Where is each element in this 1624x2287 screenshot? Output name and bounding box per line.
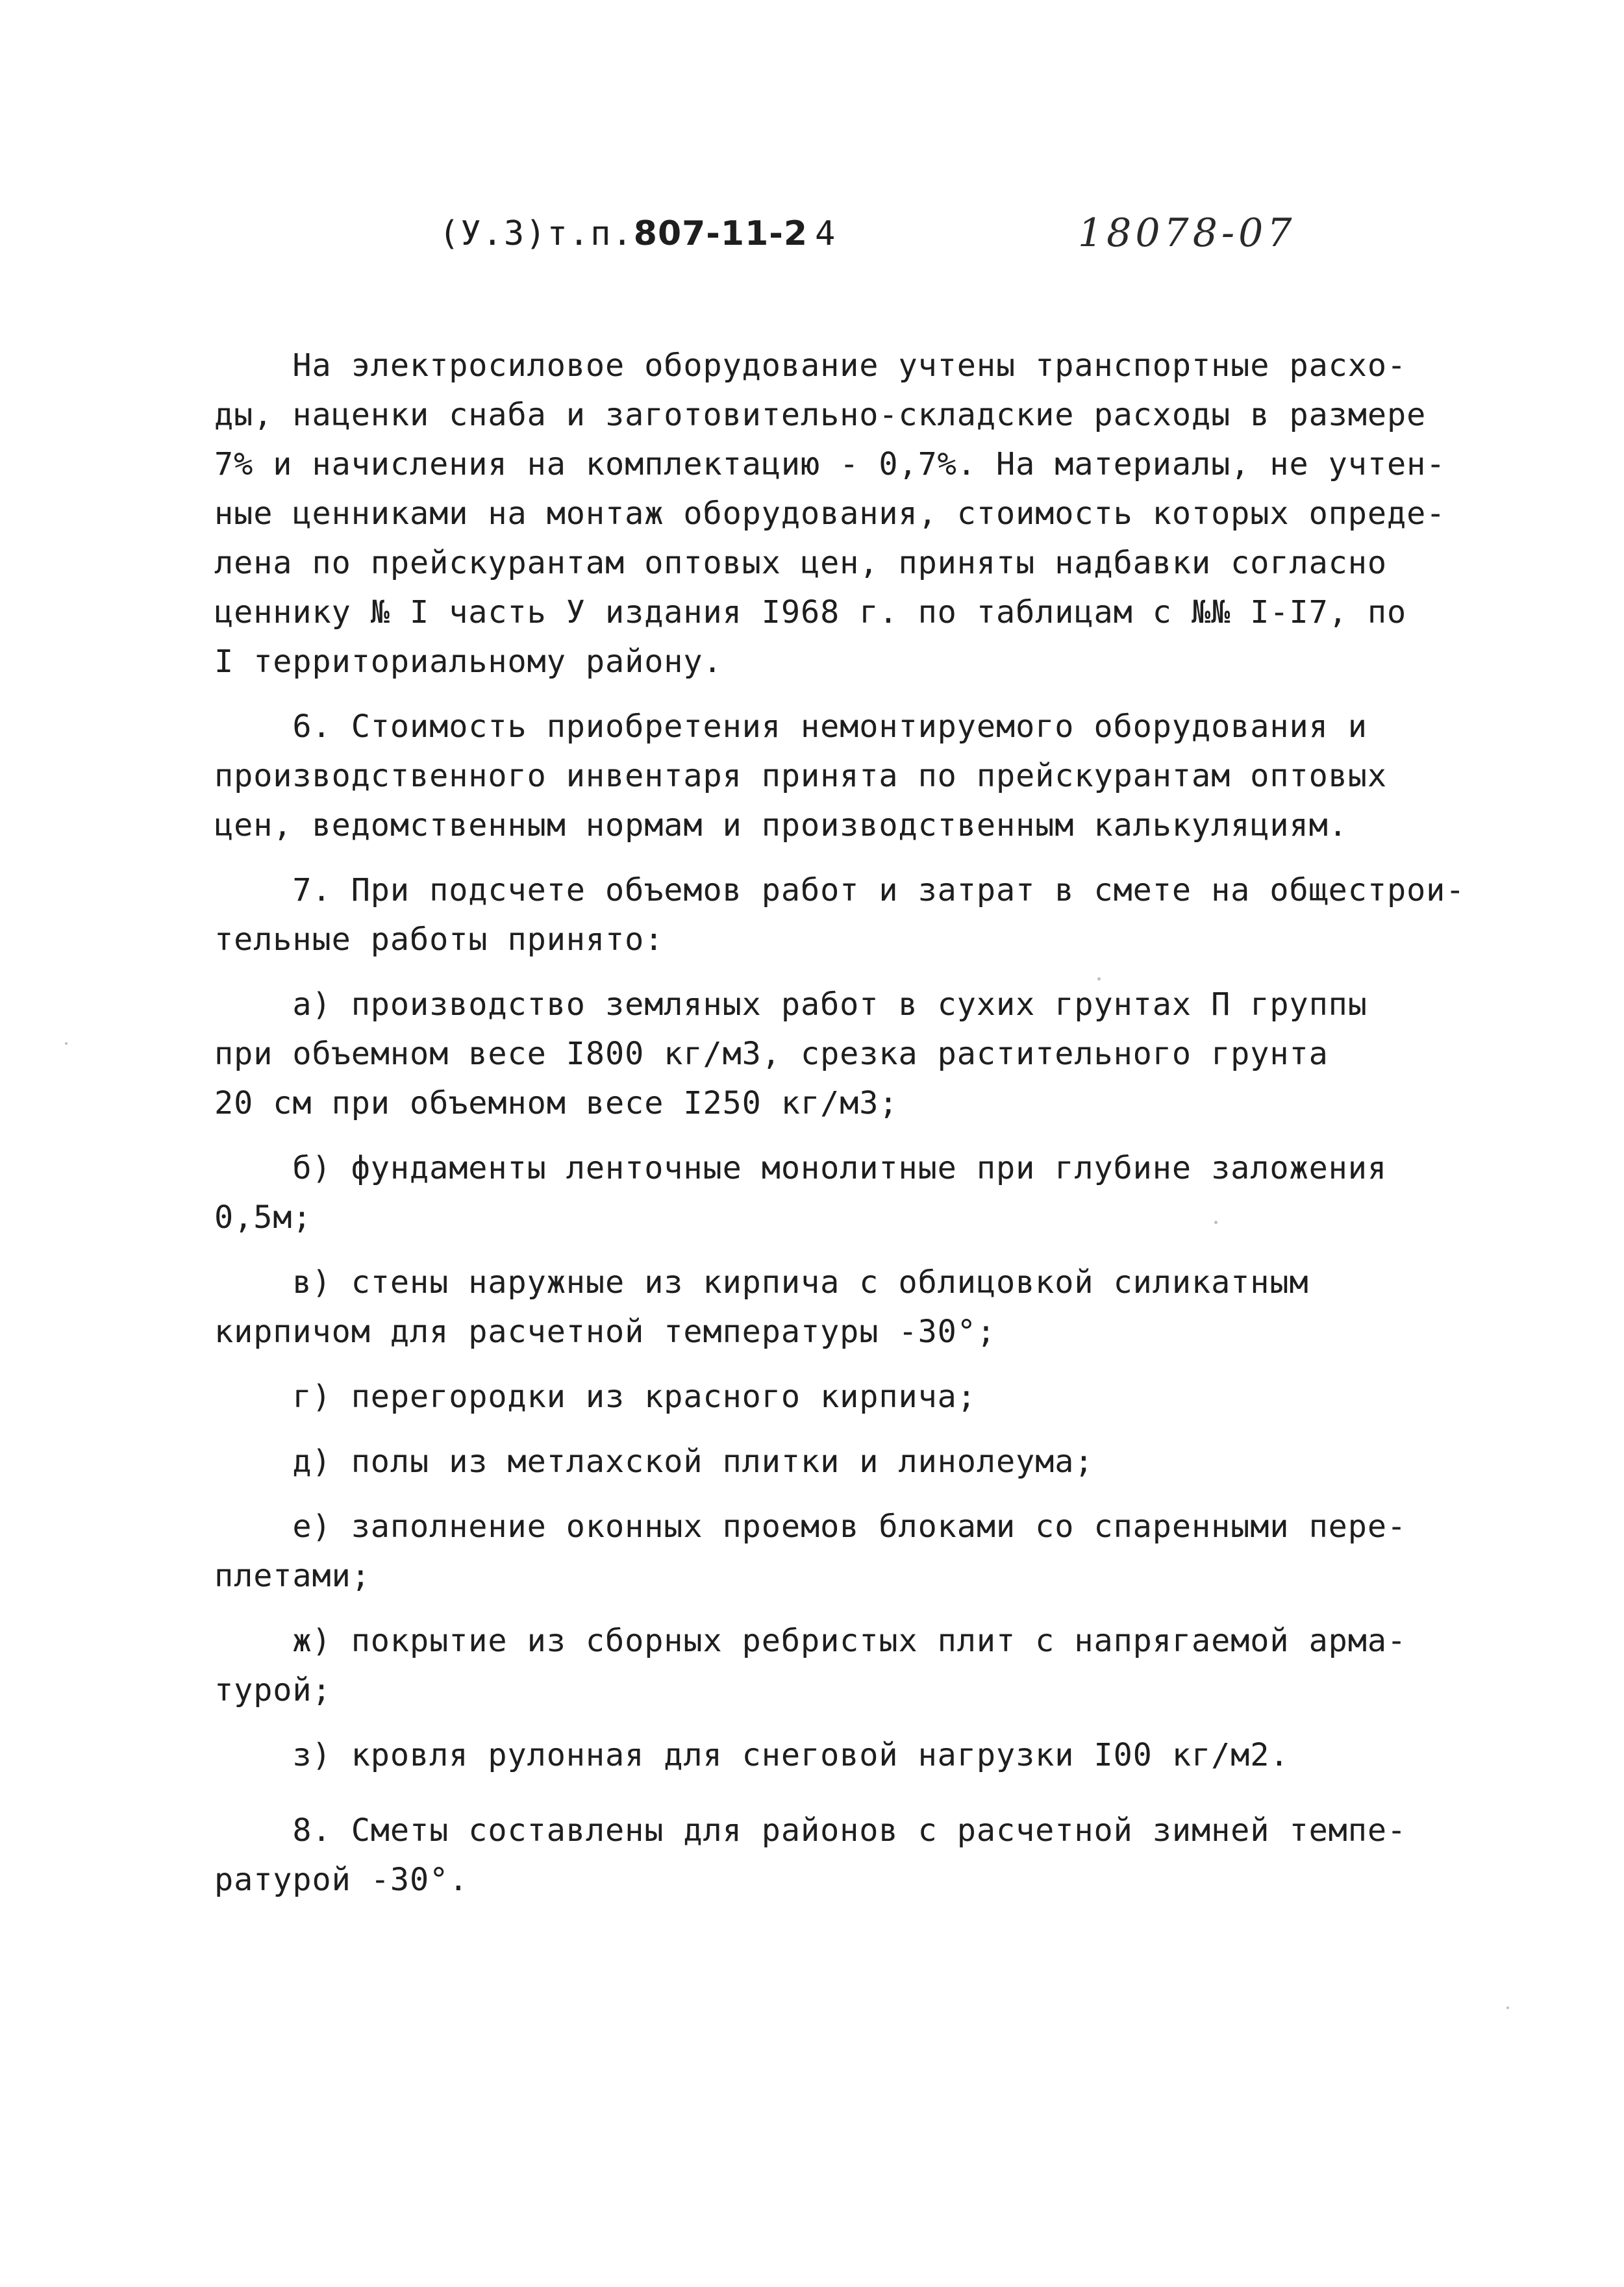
text-line: 20 см при объемном весе I250 кг/м3; bbox=[214, 1085, 899, 1121]
paragraph-gap bbox=[214, 964, 1552, 980]
text-line: I территориальному району. bbox=[214, 644, 723, 680]
text-line: 6. Стоимость приобретения немонтируемого оборудования и bbox=[214, 708, 1368, 745]
scan-speck bbox=[1097, 977, 1101, 981]
text-line: при объемном весе I800 кг/м3, срезка растительного грунта bbox=[214, 1036, 1329, 1072]
paragraph-gap bbox=[214, 1128, 1552, 1144]
text-line: плетами; bbox=[214, 1558, 371, 1594]
text-line: д) полы из метлахской плитки и линолеума; bbox=[214, 1443, 1094, 1480]
text-line: 0,5м; bbox=[214, 1199, 312, 1236]
paragraph-gap bbox=[214, 1715, 1552, 1731]
text-line: ды, наценки снаба и заготовительно-складские расходы в размере bbox=[214, 397, 1427, 433]
text-line: ценнику № I часть У издания I968 г. по таблицам с №№ I-I7, по bbox=[214, 594, 1407, 631]
project-code-prefix: (У.3)т.п. bbox=[439, 214, 634, 253]
paragraph-gap bbox=[214, 686, 1552, 702]
paragraph-gap bbox=[214, 1780, 1552, 1806]
text-line: 8. Сметы составлены для районов с расчетной зимней темпе- bbox=[214, 1812, 1407, 1849]
text-line: На электросиловое оборудование учтены транспортные расхо- bbox=[214, 347, 1407, 384]
text-line: з) кровля рулонная для снеговой нагрузки I00 кг/м2. bbox=[214, 1737, 1290, 1773]
page-number: 4 bbox=[815, 214, 836, 253]
paragraph-gap bbox=[214, 1421, 1552, 1437]
project-code bbox=[439, 214, 808, 253]
text-line: ж) покрытие из сборных ребристых плит с напрягаемой арма- bbox=[214, 1623, 1407, 1659]
handwritten-document-id: 18078-07 bbox=[1078, 210, 1296, 256]
text-line: турой; bbox=[214, 1672, 332, 1708]
page-header bbox=[0, 210, 1624, 273]
text-line: ратурой -30°. bbox=[214, 1862, 469, 1898]
scan-speck bbox=[65, 1042, 68, 1045]
text-line: тельные работы принято: bbox=[214, 921, 664, 958]
text-line: производственного инвентаря принята по прейскурантам оптовых bbox=[214, 758, 1387, 794]
scan-speck bbox=[1506, 2006, 1509, 2009]
paragraph-gap bbox=[214, 1242, 1552, 1258]
paragraph-gap bbox=[214, 1601, 1552, 1616]
text-line: цен, ведомственным нормам и производственным калькуляциям. bbox=[214, 807, 1348, 844]
project-code-handwritten: 807-11-2 bbox=[633, 214, 808, 253]
text-line: б) фундаменты ленточные монолитные при глубине заложения bbox=[214, 1150, 1387, 1186]
text-line: лена по прейскурантам оптовых цен, приняты надбавки согласно bbox=[214, 545, 1387, 581]
text-line: 7% и начисления на комплектацию - 0,7%. На материалы, не учтен- bbox=[214, 446, 1446, 482]
scan-speck bbox=[1214, 1221, 1218, 1224]
paragraph-gap bbox=[214, 850, 1552, 866]
paragraph-gap bbox=[214, 1486, 1552, 1502]
text-line: ные ценниками на монтаж оборудования, стоимость которых опреде- bbox=[214, 495, 1446, 532]
text-line: е) заполнение оконных проемов блоками со спаренными пере- bbox=[214, 1508, 1407, 1545]
text-line: кирпичом для расчетной температуры -30°; bbox=[214, 1314, 996, 1350]
text-line: в) стены наружные из кирпича с облицовкой силикатным bbox=[214, 1264, 1309, 1301]
text-line: г) перегородки из красного кирпича; bbox=[214, 1379, 977, 1415]
document-body bbox=[214, 341, 1552, 1905]
paragraph-gap bbox=[214, 1356, 1552, 1372]
text-line: 7. При подсчете объемов работ и затрат в смете на общестрои- bbox=[214, 872, 1466, 908]
text-line: а) производство земляных работ в сухих грунтах П группы bbox=[214, 986, 1368, 1023]
